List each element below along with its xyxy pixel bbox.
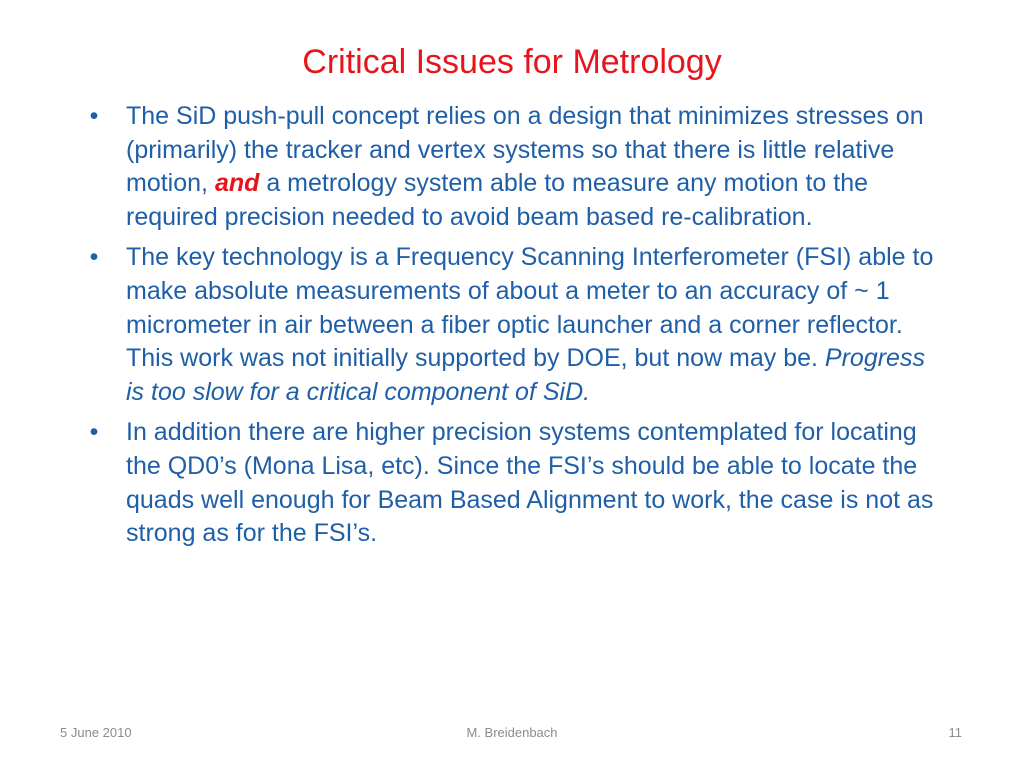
bullet-item-2	[84, 241, 944, 409]
footer-page-number: 11	[948, 725, 962, 740]
bullet-2-italic: Progress is too slow for a critical component of SiD.	[126, 344, 925, 406]
bullet-item-3	[84, 416, 944, 550]
bullet-icon: •	[89, 243, 99, 272]
bullet-1-emphasis: and	[214, 169, 260, 198]
bullet-2-text: The key technology is a Frequency Scanning Interferometer (FSI) able to make absolute measurements of about a meter to an accuracy of ~ 1 micrometer in air between a fiber optic launcher and a corner reflector. This work was not initially supported by DOE, but now may be.	[126, 243, 934, 373]
bullet-icon: •	[89, 102, 99, 130]
bullet-3-text: In addition there are higher precision systems contemplated for locating the QD0’s (Mona Lisa, etc). Since the FSI’s should be able to locate the quads well enough for Beam Based Alignment to work, the case is not as strong as for the FSI’s.	[126, 418, 934, 548]
slide-title: Critical Issues for Metrology	[302, 43, 722, 81]
bullet-list	[84, 100, 944, 558]
bullet-1-text-before: The SiD push-pull concept relies on a design that minimizes stresses on (primarily) the tracker and vertex systems so that there is little relative motion,	[126, 102, 924, 198]
footer-date: 5 June 2010	[60, 725, 132, 740]
footer-author: M. Breidenbach	[466, 725, 558, 740]
bullet-item-1	[84, 100, 944, 234]
bullet-icon: •	[89, 418, 99, 447]
bullet-1-text-after: a metrology system able to measure any motion to the required precision needed to avoid beam based re-calibration.	[126, 169, 869, 231]
